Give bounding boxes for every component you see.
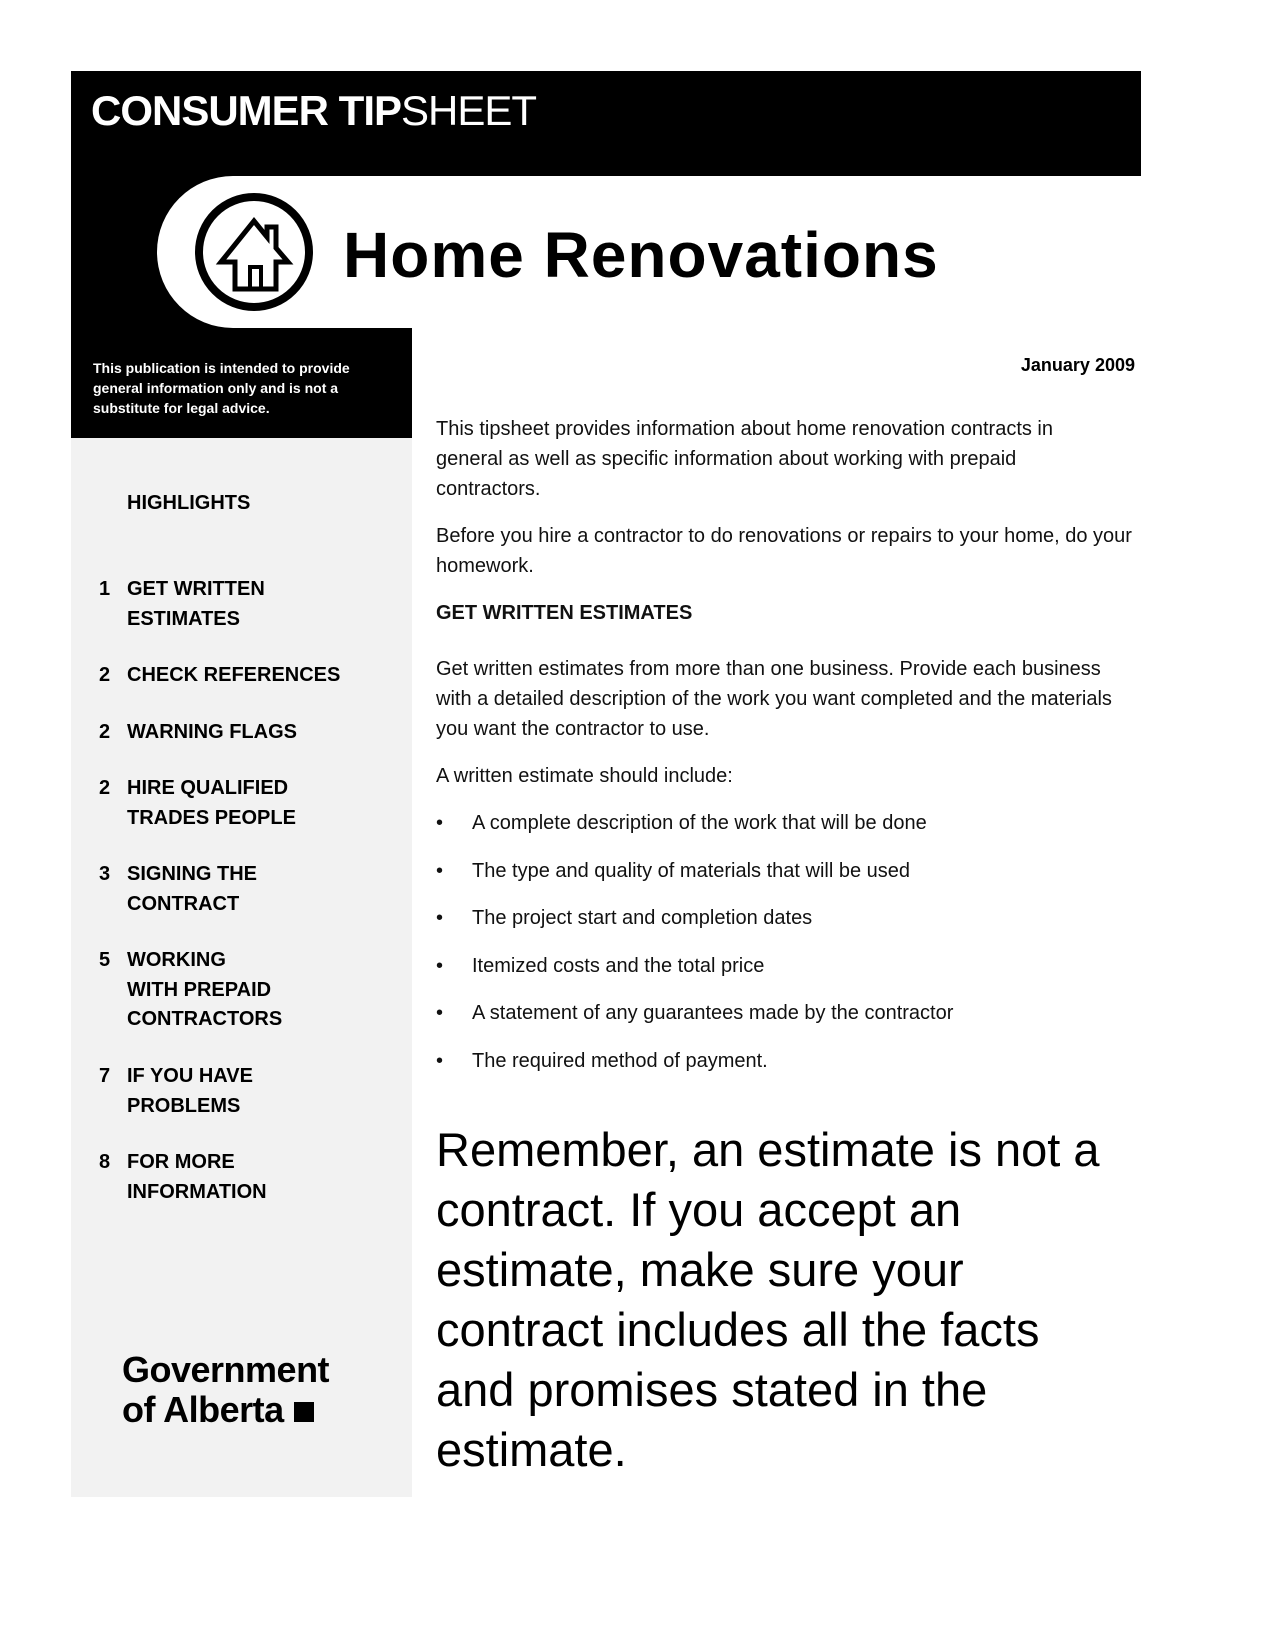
callout-quote: Remember, an estimate is not a contract. If you accept an estimate, make sure your contract includes all the facts and promises stated in the estimate. <box>436 1123 1100 1476</box>
toc-label: CHECK REFERENCES <box>127 664 341 686</box>
intro-paragraph: Before you hire a contractor to do renovations or repairs to your home, do your homework. <box>436 525 1132 577</box>
toc-item[interactable] <box>99 1062 253 1121</box>
toc-item[interactable] <box>99 860 257 919</box>
toc-page: 3 <box>99 863 111 885</box>
toc-label: WORKING WITH PREPAID CONTRACTORS <box>127 949 283 1030</box>
list-item-text: The required method of payment. <box>472 1049 768 1072</box>
toc-page: 2 <box>99 777 111 799</box>
toc-label: WARNING FLAGS <box>127 721 297 743</box>
highlights-title: HIGHLIGHTS <box>127 492 251 514</box>
bullet-icon: • <box>436 907 444 929</box>
bullet-icon: • <box>436 859 444 882</box>
toc-page: 7 <box>99 1065 111 1087</box>
list-item <box>436 1046 1136 1076</box>
toc-item[interactable] <box>99 575 265 634</box>
intro-paragraph: This tipsheet provides information about home renovation contracts in general as well as specific information about working with prepaid contractors. <box>436 418 1054 500</box>
toc-label: SIGNING THE CONTRACT <box>127 863 258 915</box>
brand-bold: CONSUMER TIP <box>91 87 402 134</box>
list-item-text: The project start and completion dates <box>472 907 813 929</box>
toc-page: 2 <box>99 721 111 743</box>
gov-line1: Government <box>122 1349 330 1390</box>
toc-label: IF YOU HAVE PROBLEMS <box>127 1065 253 1117</box>
gov-line2: of Alberta <box>122 1389 284 1430</box>
toc-page: 2 <box>99 664 111 686</box>
toc-label: GET WRITTEN ESTIMATES <box>127 578 265 630</box>
section-heading: GET WRITTEN ESTIMATES <box>436 602 693 624</box>
publication-date: January 2009 <box>1020 355 1135 375</box>
list-item <box>436 903 1136 933</box>
bullet-icon: • <box>436 812 444 834</box>
toc-page: 8 <box>99 1151 111 1173</box>
bullet-icon: • <box>436 1002 444 1024</box>
toc-item[interactable] <box>99 774 296 833</box>
toc-item[interactable] <box>99 946 282 1035</box>
list-item <box>436 856 1136 886</box>
toc-item[interactable] <box>99 661 340 691</box>
estimate-list <box>436 808 1136 1076</box>
disclaimer: This publication is intended to provide general information only and is not a substitute for legal advice. <box>93 360 350 416</box>
toc-label: FOR MORE INFORMATION <box>127 1151 267 1203</box>
header-band <box>71 71 1141 176</box>
list-intro: A written estimate should include: <box>436 765 733 787</box>
toc-label: HIRE QUALIFIED TRADES PEOPLE <box>127 777 296 829</box>
list-item-text: The type and quality of materials that will be used <box>472 859 911 882</box>
list-item-text: A statement of any guarantees made by the contractor <box>472 1002 954 1024</box>
list-item-text: A complete description of the work that will be done <box>472 812 927 834</box>
list-item <box>436 808 1136 838</box>
brand-title <box>91 87 536 135</box>
government-of-alberta-logo <box>122 1350 329 1430</box>
toc-item[interactable] <box>99 718 297 748</box>
house-icon <box>193 191 315 313</box>
bullet-icon: • <box>436 954 444 977</box>
toc-page: 5 <box>99 949 111 971</box>
list-item-text: Itemized costs and the total price <box>472 954 765 977</box>
highlights-sidebar <box>71 438 412 1497</box>
brand-light: SHEET <box>401 87 537 134</box>
list-item <box>436 998 1136 1028</box>
bullet-icon: • <box>436 1049 444 1072</box>
body-paragraph: Get written estimates from more than one business. Provide each business with a detailed description of the work you want completed and the materials you want the contractor to use. <box>436 658 1112 740</box>
main-content <box>436 414 1136 1093</box>
list-item <box>436 951 1136 981</box>
page-title: Home Renovations <box>343 219 939 291</box>
toc-page: 1 <box>99 578 111 600</box>
square-mark-icon <box>294 1402 314 1422</box>
toc-item[interactable] <box>99 1148 267 1207</box>
